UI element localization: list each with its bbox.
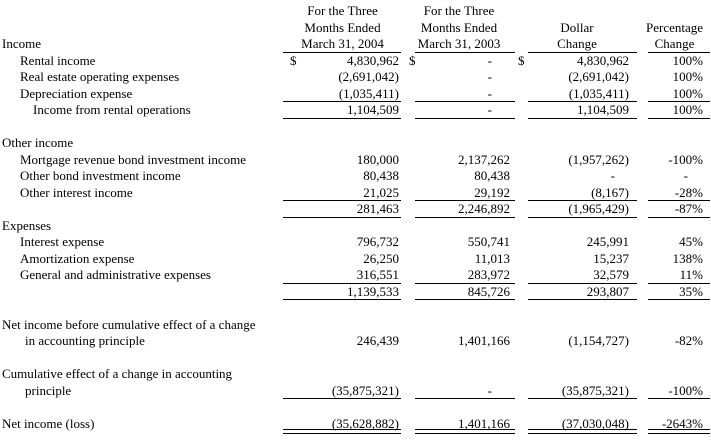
rule-line [415, 398, 515, 399]
cell-value: -100% [668, 151, 703, 167]
cell-value: 1,139,533 [347, 283, 399, 299]
cell-value: 80,438 [363, 168, 399, 184]
percentage-change-cell [638, 20, 711, 37]
cell-value: Dollar [560, 19, 594, 35]
col-2003-cell [402, 53, 516, 70]
col-2004-cell [283, 201, 402, 218]
row-label-text: Depreciation expense [20, 85, 133, 101]
cell-value: - [487, 85, 492, 101]
currency-symbol: $ [290, 52, 297, 68]
row-label [0, 3, 283, 20]
row-label-text: Cumulative effect of a change in accounting [2, 366, 233, 382]
percentage-change-cell [638, 3, 711, 20]
col-2004-cell [283, 267, 402, 284]
rule-line [648, 398, 710, 399]
cell-value: - [683, 168, 688, 184]
percentage-change-cell [638, 317, 711, 334]
cell-value: Months Ended [304, 19, 381, 35]
cell-value: 293,807 [586, 283, 629, 299]
row-label [0, 102, 283, 119]
table-row [0, 383, 711, 400]
rule-line [528, 299, 637, 300]
cell-value: For the Three [423, 3, 495, 19]
rule-line [648, 299, 710, 300]
row-label [0, 185, 283, 202]
row-label [0, 317, 283, 334]
percentage-change-cell [638, 218, 711, 235]
row-label-text: General and administrative expenses [20, 267, 211, 283]
dollar-change-cell [516, 383, 638, 400]
cell-value: (1,965,429) [568, 201, 629, 217]
header-row [0, 3, 711, 20]
col-2003-cell [402, 86, 516, 103]
col-2004-cell [283, 135, 402, 152]
header-row [0, 20, 711, 37]
rule-line [283, 398, 401, 399]
col-2003-cell [402, 366, 516, 383]
percentage-change-cell [638, 69, 711, 86]
header-row [0, 36, 711, 53]
cell-value: - [487, 69, 492, 85]
cell-value: (1,035,411) [568, 85, 629, 101]
percentage-change-cell [638, 383, 711, 400]
percentage-change-cell [638, 366, 711, 383]
rule-line [648, 118, 710, 119]
rule-line [415, 118, 515, 119]
cell-value: March 31, 2004 [301, 36, 384, 52]
dollar-change-cell [516, 20, 638, 37]
col-2003-cell [402, 284, 516, 301]
cell-value: 100% [672, 85, 703, 101]
cell-value: (2,691,042) [338, 69, 399, 85]
spacer-row [0, 300, 711, 317]
row-label-text: Other income [2, 135, 74, 151]
row-label-text: Rental income [20, 52, 96, 68]
double-rule-line [283, 429, 401, 434]
cell-value: -82% [674, 333, 703, 349]
row-label [0, 86, 283, 103]
row-label-text: Mortgage revenue bond investment income [20, 151, 246, 167]
cell-value: 100% [672, 52, 703, 68]
row-label-text: Expenses [2, 217, 52, 233]
col-2003-cell [402, 135, 516, 152]
cell-value: - [610, 168, 615, 184]
row-label-text: Income [2, 36, 41, 52]
cell-value: 1,104,509 [347, 102, 399, 118]
table-row [0, 69, 711, 86]
row-label [0, 333, 283, 350]
percentage-change-cell [638, 86, 711, 103]
col-2003-cell [402, 251, 516, 268]
dollar-change-cell [516, 53, 638, 70]
cell-value: 45% [679, 234, 703, 250]
cell-value: (1,035,411) [338, 85, 399, 101]
col-2004-cell [283, 20, 402, 37]
double-rule-line [415, 429, 515, 434]
table-row [0, 284, 711, 301]
cell-value: - [487, 52, 492, 68]
table-row [0, 152, 711, 169]
dollar-change-cell [516, 234, 638, 251]
cell-value: 138% [672, 250, 703, 266]
row-label [0, 251, 283, 268]
cell-value: 1,401,166 [458, 333, 510, 349]
row-label [0, 218, 283, 235]
col-2004-cell [283, 234, 402, 251]
dollar-change-cell [516, 218, 638, 235]
double-rule-line [648, 429, 710, 434]
cell-value: 4,830,962 [347, 52, 399, 68]
cell-value: (2,691,042) [568, 69, 629, 85]
cell-value: 11% [679, 267, 703, 283]
cell-value: -87% [674, 201, 703, 217]
percentage-change-cell [638, 168, 711, 185]
percentage-change-cell [638, 234, 711, 251]
cell-value: Months Ended [420, 19, 498, 35]
cell-value: (1,957,262) [568, 151, 629, 167]
rule-line [283, 118, 401, 119]
row-label [0, 383, 283, 400]
cell-value: - [487, 102, 492, 118]
cell-value: For the Three [307, 3, 378, 19]
dollar-change-cell [516, 86, 638, 103]
cell-value: 2,137,262 [458, 151, 510, 167]
rule-line [415, 299, 515, 300]
cell-value: 180,000 [356, 151, 399, 167]
col-2003-cell [402, 333, 516, 350]
dollar-change-cell [516, 168, 638, 185]
row-label [0, 152, 283, 169]
table-row [0, 168, 711, 185]
cell-value: 32,579 [593, 267, 629, 283]
row-label [0, 36, 283, 53]
row-label [0, 168, 283, 185]
cell-value: (1,154,727) [568, 333, 629, 349]
row-label [0, 284, 283, 301]
row-label-text: Other interest income [20, 184, 133, 200]
cell-value: 80,438 [474, 168, 510, 184]
col-2003-cell [402, 20, 516, 37]
percentage-change-cell [638, 267, 711, 284]
cell-value: Change [557, 36, 597, 52]
percentage-change-cell [638, 152, 711, 169]
dollar-change-cell [516, 267, 638, 284]
col-2003-cell [402, 69, 516, 86]
rule-line [528, 398, 637, 399]
row-label-text: Amortization expense [20, 250, 135, 266]
col-2003-cell [402, 201, 516, 218]
row-label-text: Net income (loss) [2, 415, 95, 431]
row-label [0, 416, 283, 433]
col-2003-cell [402, 234, 516, 251]
col-2004-cell [283, 383, 402, 400]
row-label [0, 135, 283, 152]
row-label-text: Other bond investment income [20, 168, 181, 184]
col-2004-cell [283, 3, 402, 20]
table-row [0, 201, 711, 218]
table-row [0, 251, 711, 268]
cell-value: 316,551 [356, 267, 399, 283]
col-2003-cell [402, 416, 516, 433]
col-2003-cell [402, 168, 516, 185]
cell-value: -100% [668, 382, 703, 398]
income-statement-table [0, 3, 711, 432]
dollar-change-cell [516, 251, 638, 268]
cell-value: 35% [679, 283, 703, 299]
row-label-text: Income from rental operations [33, 102, 191, 118]
dollar-change-cell [516, 3, 638, 20]
cell-value: (35,875,321) [561, 382, 629, 398]
percentage-change-cell [638, 416, 711, 433]
col-2003-cell [402, 267, 516, 284]
cell-value: - [487, 382, 492, 398]
table-row [0, 53, 711, 70]
table-row [0, 366, 711, 383]
table-row [0, 317, 711, 334]
cell-value: 29,192 [474, 184, 510, 200]
col-2004-cell [283, 218, 402, 235]
table-row [0, 135, 711, 152]
dollar-change-cell [516, 135, 638, 152]
cell-value: 100% [672, 102, 703, 118]
cell-value: 845,726 [467, 283, 510, 299]
col-2004-cell [283, 284, 402, 301]
col-2004-cell [283, 317, 402, 334]
cell-value: 11,013 [474, 250, 510, 266]
col-2004-cell [283, 69, 402, 86]
row-label-text: Net income before cumulative effect of a change [2, 316, 256, 332]
dollar-change-cell [516, 102, 638, 119]
cell-value: (8,167) [591, 184, 629, 200]
col-2004-cell [283, 366, 402, 383]
cell-value: 1,401,166 [458, 415, 510, 431]
row-label-text: Interest expense [20, 234, 105, 250]
col-2003-cell [402, 3, 516, 20]
cell-value: 100% [672, 69, 703, 85]
percentage-change-cell [638, 102, 711, 119]
cell-value: March 31, 2003 [417, 36, 501, 52]
cell-value: 796,732 [356, 234, 399, 250]
table-row [0, 416, 711, 433]
col-2004-cell [283, 333, 402, 350]
cell-value: 550,741 [467, 234, 510, 250]
table-row [0, 333, 711, 350]
dollar-change-cell [516, 152, 638, 169]
cell-value: -28% [674, 184, 703, 200]
dollar-change-cell [516, 201, 638, 218]
row-label-text: principle [25, 382, 72, 398]
cell-value: 21,025 [363, 184, 399, 200]
table-row [0, 102, 711, 119]
cell-value: 4,830,962 [577, 52, 629, 68]
col-2004-cell [283, 251, 402, 268]
row-label [0, 267, 283, 284]
double-rule-line [528, 429, 637, 434]
col-2004-cell [283, 53, 402, 70]
cell-value: -2643% [661, 415, 703, 431]
percentage-change-cell [638, 53, 711, 70]
cell-value: 26,250 [363, 250, 399, 266]
col-2004-cell [283, 86, 402, 103]
percentage-change-cell [638, 251, 711, 268]
table-row [0, 185, 711, 202]
cell-value: 245,991 [586, 234, 629, 250]
percentage-change-cell [638, 185, 711, 202]
col-2003-cell [402, 102, 516, 119]
cell-value: (37,030,048) [561, 415, 629, 431]
col-2004-cell [283, 168, 402, 185]
table-row [0, 234, 711, 251]
col-2004-cell [283, 152, 402, 169]
row-label [0, 201, 283, 218]
dollar-change-cell [516, 185, 638, 202]
table-row [0, 86, 711, 103]
cell-value: Percentage [645, 19, 704, 35]
cell-value: 2,246,892 [458, 201, 510, 217]
percentage-change-cell [638, 284, 711, 301]
dollar-change-cell [516, 69, 638, 86]
col-2003-cell [402, 36, 516, 53]
col-2003-cell [402, 152, 516, 169]
cell-value: 281,463 [356, 201, 399, 217]
spacer-row [0, 350, 711, 367]
percentage-change-cell [638, 135, 711, 152]
cell-value: 283,972 [467, 267, 510, 283]
col-2004-cell [283, 102, 402, 119]
col-2003-cell [402, 317, 516, 334]
col-2004-cell [283, 185, 402, 202]
col-2003-cell [402, 218, 516, 235]
cell-value: (35,875,321) [331, 382, 399, 398]
row-label-text: Real estate operating expenses [20, 69, 180, 85]
dollar-change-cell [516, 366, 638, 383]
spacer-row [0, 399, 711, 416]
col-2004-cell [283, 416, 402, 433]
row-label [0, 20, 283, 37]
col-2003-cell [402, 185, 516, 202]
dollar-change-cell [516, 333, 638, 350]
cell-value: 1,104,509 [577, 102, 629, 118]
dollar-change-cell [516, 284, 638, 301]
col-2003-cell [402, 383, 516, 400]
cell-value: 246,439 [356, 333, 399, 349]
percentage-change-cell [638, 36, 711, 53]
percentage-change-cell [638, 201, 711, 218]
currency-symbol: $ [409, 52, 416, 68]
percentage-change-cell [638, 333, 711, 350]
row-label [0, 53, 283, 70]
row-label [0, 366, 283, 383]
rule-line [283, 299, 401, 300]
col-2004-cell [283, 36, 402, 53]
row-label [0, 234, 283, 251]
dollar-change-cell [516, 317, 638, 334]
row-label-text: in accounting principle [25, 333, 145, 349]
cell-value: 15,237 [593, 250, 629, 266]
table-row [0, 218, 711, 235]
dollar-change-cell [516, 36, 638, 53]
rule-line [528, 118, 637, 119]
table-row [0, 267, 711, 284]
dollar-change-cell [516, 416, 638, 433]
row-label [0, 69, 283, 86]
spacer-row [0, 119, 711, 136]
cell-value: Change [654, 36, 695, 52]
currency-symbol: $ [518, 52, 525, 68]
cell-value: (35,628,882) [331, 415, 399, 431]
